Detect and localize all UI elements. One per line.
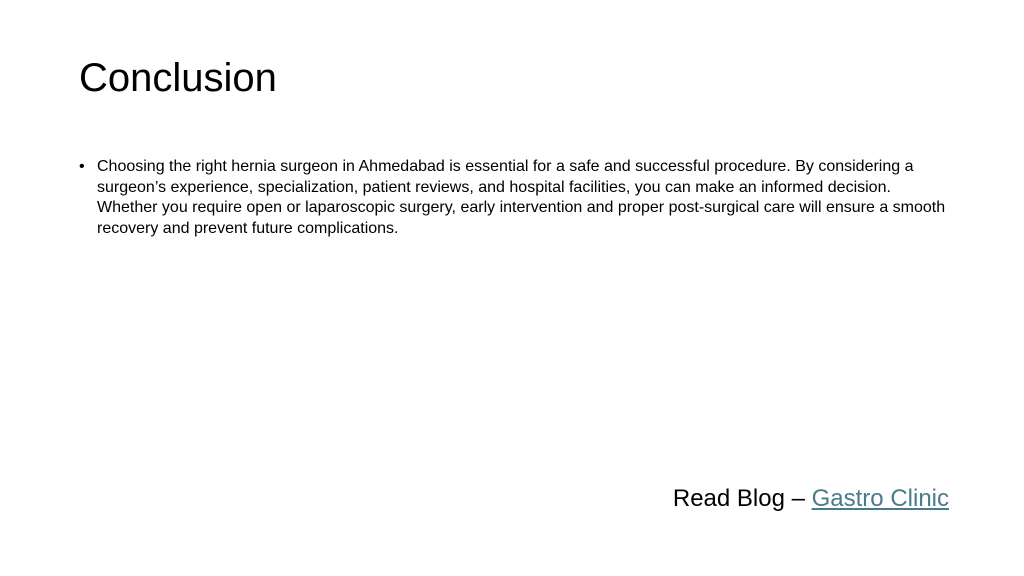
bullet-text: Choosing the right hernia surgeon in Ahmedabad is essential for a safe and successful procedure. By considering a surgeon’s experience, specialization, patient reviews, and hospital facilities, you can make an informed decision. Whether you require open or laparoscopic surgery, early intervention and proper post-surgical care will ensure a smooth recovery and prevent future complications. (97, 158, 946, 237)
bullet-list (79, 157, 949, 239)
gastro-clinic-link[interactable]: Gastro Clinic (811, 485, 949, 512)
slide-title: Conclusion (79, 56, 277, 100)
bullet-marker: • (79, 158, 85, 175)
read-blog-footer (673, 483, 949, 515)
read-blog-prefix: Read Blog – (672, 485, 812, 512)
bullet-item (79, 157, 949, 239)
